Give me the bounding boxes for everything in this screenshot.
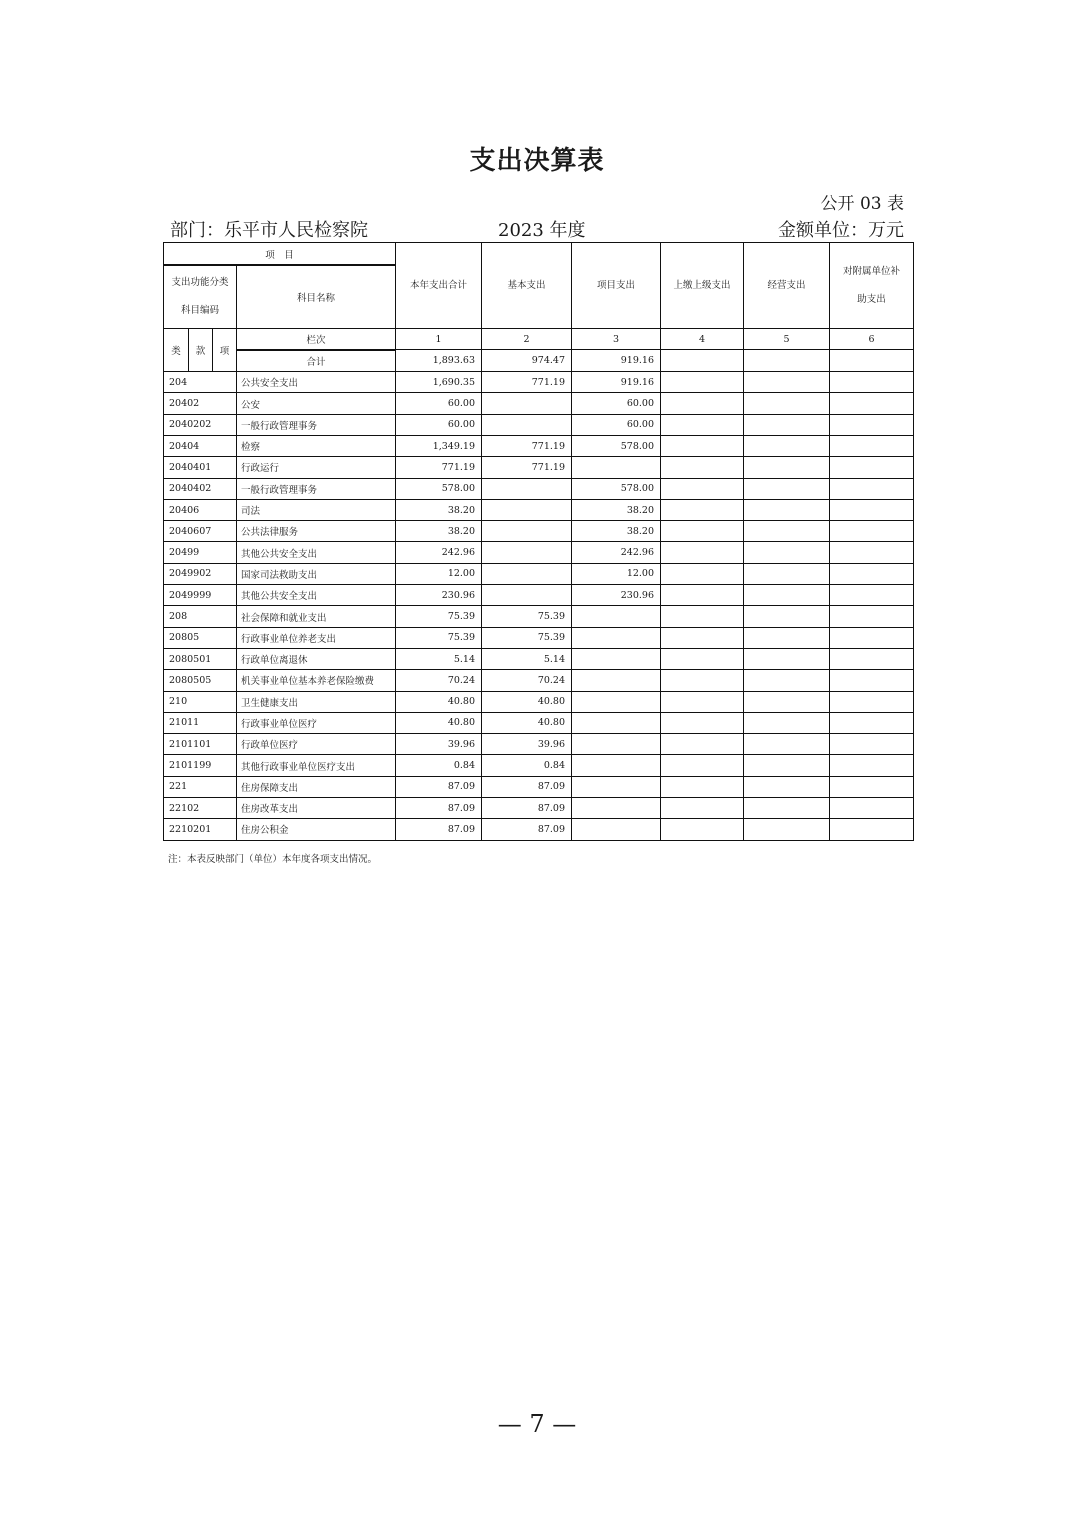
header-xiang: 项: [213, 329, 237, 372]
row-subject-name: 检察: [237, 435, 396, 456]
row-business: [744, 478, 830, 499]
row-total: 40.80: [396, 712, 482, 733]
col-number-1: 1: [396, 329, 482, 350]
row-basic: 40.80: [482, 691, 572, 712]
row-basic: 40.80: [482, 712, 572, 733]
row-business: [744, 798, 830, 819]
col-number-2: 2: [482, 329, 572, 350]
row-project: 38.20: [572, 521, 661, 542]
row-total: 5.14: [396, 648, 482, 669]
row-total: 75.39: [396, 606, 482, 627]
row-subsidy: [830, 372, 914, 393]
total-cell-business: [744, 350, 830, 372]
table-row: [164, 414, 914, 435]
row-upper: [661, 691, 744, 712]
row-total: 70.24: [396, 670, 482, 691]
row-basic: [482, 478, 572, 499]
row-project: [572, 691, 661, 712]
row-subsidy: [830, 627, 914, 648]
total-cell-basic: 974.47: [482, 350, 572, 372]
table-row: [164, 435, 914, 456]
row-basic: [482, 585, 572, 606]
row-subsidy: [830, 819, 914, 840]
row-code: 221: [164, 776, 237, 797]
table-row: [164, 776, 914, 797]
table-row: [164, 670, 914, 691]
row-basic: [482, 563, 572, 584]
row-total: 75.39: [396, 627, 482, 648]
row-project: 242.96: [572, 542, 661, 563]
row-basic: 75.39: [482, 627, 572, 648]
row-upper: [661, 478, 744, 499]
row-code: 208: [164, 606, 237, 627]
row-upper: [661, 776, 744, 797]
row-project: 578.00: [572, 435, 661, 456]
row-basic: 87.09: [482, 819, 572, 840]
row-subject-name: 一般行政管理事务: [237, 478, 396, 499]
row-business: [744, 542, 830, 563]
row-project: [572, 457, 661, 478]
row-total: 1,690.35: [396, 372, 482, 393]
row-subject-name: 一般行政管理事务: [237, 414, 396, 435]
row-subsidy: [830, 414, 914, 435]
row-project: [572, 819, 661, 840]
header-code-group: 支出功能分类科目编码: [164, 265, 237, 329]
row-subsidy: [830, 521, 914, 542]
row-code: 2040607: [164, 521, 237, 542]
row-subsidy: [830, 585, 914, 606]
row-total: 771.19: [396, 457, 482, 478]
header-col-project: 项目支出: [572, 243, 661, 329]
row-code: 2049999: [164, 585, 237, 606]
row-upper: [661, 457, 744, 478]
row-basic: 771.19: [482, 435, 572, 456]
row-subject-name: 行政事业单位医疗: [237, 712, 396, 733]
row-total: 1,349.19: [396, 435, 482, 456]
row-upper: [661, 585, 744, 606]
row-business: [744, 648, 830, 669]
row-code: 204: [164, 372, 237, 393]
col-number-6: 6: [830, 329, 914, 350]
header-subject-name: 科目名称: [237, 265, 396, 329]
total-label: 合计: [237, 350, 396, 372]
row-business: [744, 755, 830, 776]
col-number-5: 5: [744, 329, 830, 350]
row-subject-name: 机关事业单位基本养老保险缴费: [237, 670, 396, 691]
row-total: 39.96: [396, 734, 482, 755]
row-basic: 70.24: [482, 670, 572, 691]
row-project: 230.96: [572, 585, 661, 606]
row-subsidy: [830, 478, 914, 499]
row-project: 60.00: [572, 414, 661, 435]
row-code: 2040402: [164, 478, 237, 499]
meta-row: [170, 216, 904, 242]
row-total: 242.96: [396, 542, 482, 563]
row-project: [572, 627, 661, 648]
row-subject-name: 行政事业单位养老支出: [237, 627, 396, 648]
row-project: 578.00: [572, 478, 661, 499]
header-col-total: 本年支出合计: [396, 243, 482, 329]
row-basic: 87.09: [482, 798, 572, 819]
row-upper: [661, 734, 744, 755]
header-col-business: 经营支出: [744, 243, 830, 329]
row-basic: [482, 542, 572, 563]
row-project: 38.20: [572, 499, 661, 520]
header-row-lanci: [164, 329, 914, 350]
row-upper: [661, 393, 744, 414]
row-subject-name: 其他公共安全支出: [237, 542, 396, 563]
row-business: [744, 670, 830, 691]
row-subject-name: 行政运行: [237, 457, 396, 478]
row-basic: [482, 393, 572, 414]
unit-label: 金额单位：万元: [778, 220, 904, 241]
row-upper: [661, 499, 744, 520]
col-number-4: 4: [661, 329, 744, 350]
row-project: [572, 670, 661, 691]
row-upper: [661, 712, 744, 733]
table-row: [164, 734, 914, 755]
row-subsidy: [830, 457, 914, 478]
row-business: [744, 435, 830, 456]
row-subsidy: [830, 734, 914, 755]
row-code: 210: [164, 691, 237, 712]
row-business: [744, 457, 830, 478]
header-col-upper: 上缴上级支出: [661, 243, 744, 329]
row-business: [744, 712, 830, 733]
row-code: 2210201: [164, 819, 237, 840]
row-project: [572, 648, 661, 669]
row-subsidy: [830, 648, 914, 669]
row-code: 20404: [164, 435, 237, 456]
page-number: — 7 —: [497, 1410, 577, 1438]
row-basic: 75.39: [482, 606, 572, 627]
row-subsidy: [830, 712, 914, 733]
row-upper: [661, 798, 744, 819]
header-row-label: 栏次: [237, 329, 396, 350]
row-subsidy: [830, 499, 914, 520]
row-code: 2101101: [164, 734, 237, 755]
row-total: 12.00: [396, 563, 482, 584]
row-code: 20499: [164, 542, 237, 563]
row-upper: [661, 542, 744, 563]
row-code: 22102: [164, 798, 237, 819]
row-total: 60.00: [396, 414, 482, 435]
row-business: [744, 627, 830, 648]
row-upper: [661, 414, 744, 435]
row-business: [744, 585, 830, 606]
row-subject-name: 公共法律服务: [237, 521, 396, 542]
row-basic: 771.19: [482, 372, 572, 393]
table-note: 注：本表反映部门（单位）本年度各项支出情况。: [168, 854, 378, 865]
row-code: 20406: [164, 499, 237, 520]
row-subject-name: 司法: [237, 499, 396, 520]
row-business: [744, 819, 830, 840]
table-row: [164, 372, 914, 393]
row-code: 2080501: [164, 648, 237, 669]
row-basic: 39.96: [482, 734, 572, 755]
row-business: [744, 776, 830, 797]
row-subsidy: [830, 670, 914, 691]
row-subject-name: 国家司法救助支出: [237, 563, 396, 584]
table-row: [164, 755, 914, 776]
row-subject-name: 公共安全支出: [237, 372, 396, 393]
row-business: [744, 563, 830, 584]
row-basic: 87.09: [482, 776, 572, 797]
row-subsidy: [830, 776, 914, 797]
row-business: [744, 499, 830, 520]
table-row: [164, 712, 914, 733]
row-project: 12.00: [572, 563, 661, 584]
row-basic: [482, 499, 572, 520]
row-code: 2040202: [164, 414, 237, 435]
row-basic: 771.19: [482, 457, 572, 478]
row-upper: [661, 648, 744, 669]
row-code: 2049902: [164, 563, 237, 584]
table-row: [164, 478, 914, 499]
row-business: [744, 521, 830, 542]
row-business: [744, 734, 830, 755]
row-subsidy: [830, 563, 914, 584]
row-project: 60.00: [572, 393, 661, 414]
table-body: [164, 243, 914, 841]
row-code: 20805: [164, 627, 237, 648]
department-label: 部门：乐平市人民检察院: [170, 220, 368, 241]
row-upper: [661, 521, 744, 542]
row-subsidy: [830, 542, 914, 563]
table-row: [164, 798, 914, 819]
row-project: [572, 798, 661, 819]
row-subject-name: 其他行政事业单位医疗支出: [237, 755, 396, 776]
row-total: 230.96: [396, 585, 482, 606]
row-total: 38.20: [396, 521, 482, 542]
row-code: 2040401: [164, 457, 237, 478]
expenditure-table: [163, 242, 914, 841]
row-project: [572, 712, 661, 733]
header-item: 项 目: [164, 243, 396, 266]
total-cell-upper: [661, 350, 744, 372]
row-total: 87.09: [396, 776, 482, 797]
row-subsidy: [830, 691, 914, 712]
table-row: [164, 457, 914, 478]
total-row: [164, 350, 914, 372]
header-col-basic: 基本支出: [482, 243, 572, 329]
row-subject-name: 住房公积金: [237, 819, 396, 840]
row-subject-name: 公安: [237, 393, 396, 414]
row-code: 20402: [164, 393, 237, 414]
row-subject-name: 行政单位离退休: [237, 648, 396, 669]
row-code: 21011: [164, 712, 237, 733]
page-title: 支出决算表: [469, 146, 605, 176]
row-code: 2101199: [164, 755, 237, 776]
table-row: [164, 627, 914, 648]
table-row: [164, 648, 914, 669]
row-upper: [661, 372, 744, 393]
row-total: 0.84: [396, 755, 482, 776]
row-total: 87.09: [396, 819, 482, 840]
row-subject-name: 卫生健康支出: [237, 691, 396, 712]
row-basic: [482, 414, 572, 435]
table-row: [164, 521, 914, 542]
row-basic: [482, 521, 572, 542]
table-row: [164, 691, 914, 712]
row-upper: [661, 627, 744, 648]
row-business: [744, 414, 830, 435]
row-project: [572, 776, 661, 797]
table-row: [164, 563, 914, 584]
row-subsidy: [830, 606, 914, 627]
row-total: 38.20: [396, 499, 482, 520]
row-business: [744, 372, 830, 393]
row-subject-name: 住房改革支出: [237, 798, 396, 819]
row-total: 40.80: [396, 691, 482, 712]
row-upper: [661, 563, 744, 584]
row-project: [572, 755, 661, 776]
row-basic: 0.84: [482, 755, 572, 776]
header-col-subsidy: 对附属单位补助支出: [830, 243, 914, 329]
table-row: [164, 606, 914, 627]
table-row: [164, 499, 914, 520]
row-total: 60.00: [396, 393, 482, 414]
row-total: 578.00: [396, 478, 482, 499]
row-subject-name: 住房保障支出: [237, 776, 396, 797]
row-business: [744, 691, 830, 712]
row-upper: [661, 670, 744, 691]
row-total: 87.09: [396, 798, 482, 819]
table-row: [164, 393, 914, 414]
row-project: [572, 606, 661, 627]
total-cell-project: 919.16: [572, 350, 661, 372]
row-business: [744, 393, 830, 414]
row-subsidy: [830, 393, 914, 414]
row-project: [572, 734, 661, 755]
row-business: [744, 606, 830, 627]
row-basic: 5.14: [482, 648, 572, 669]
year-label: 2023 年度: [498, 220, 586, 241]
row-project: 919.16: [572, 372, 661, 393]
total-cell-total: 1,893.63: [396, 350, 482, 372]
header-lei: 类: [164, 329, 189, 372]
row-subject-name: 社会保障和就业支出: [237, 606, 396, 627]
row-upper: [661, 606, 744, 627]
total-cell-subsidy: [830, 350, 914, 372]
row-subject-name: 其他公共安全支出: [237, 585, 396, 606]
table-row: [164, 819, 914, 840]
table-row: [164, 542, 914, 563]
row-upper: [661, 435, 744, 456]
row-subsidy: [830, 435, 914, 456]
col-number-3: 3: [572, 329, 661, 350]
table-row: [164, 585, 914, 606]
header-kuan: 款: [189, 329, 213, 372]
header-row-1: [164, 243, 914, 266]
row-upper: [661, 755, 744, 776]
form-number: 公开 03 表: [820, 194, 904, 214]
row-upper: [661, 819, 744, 840]
row-subsidy: [830, 798, 914, 819]
row-code: 2080505: [164, 670, 237, 691]
row-subject-name: 行政单位医疗: [237, 734, 396, 755]
row-subsidy: [830, 755, 914, 776]
